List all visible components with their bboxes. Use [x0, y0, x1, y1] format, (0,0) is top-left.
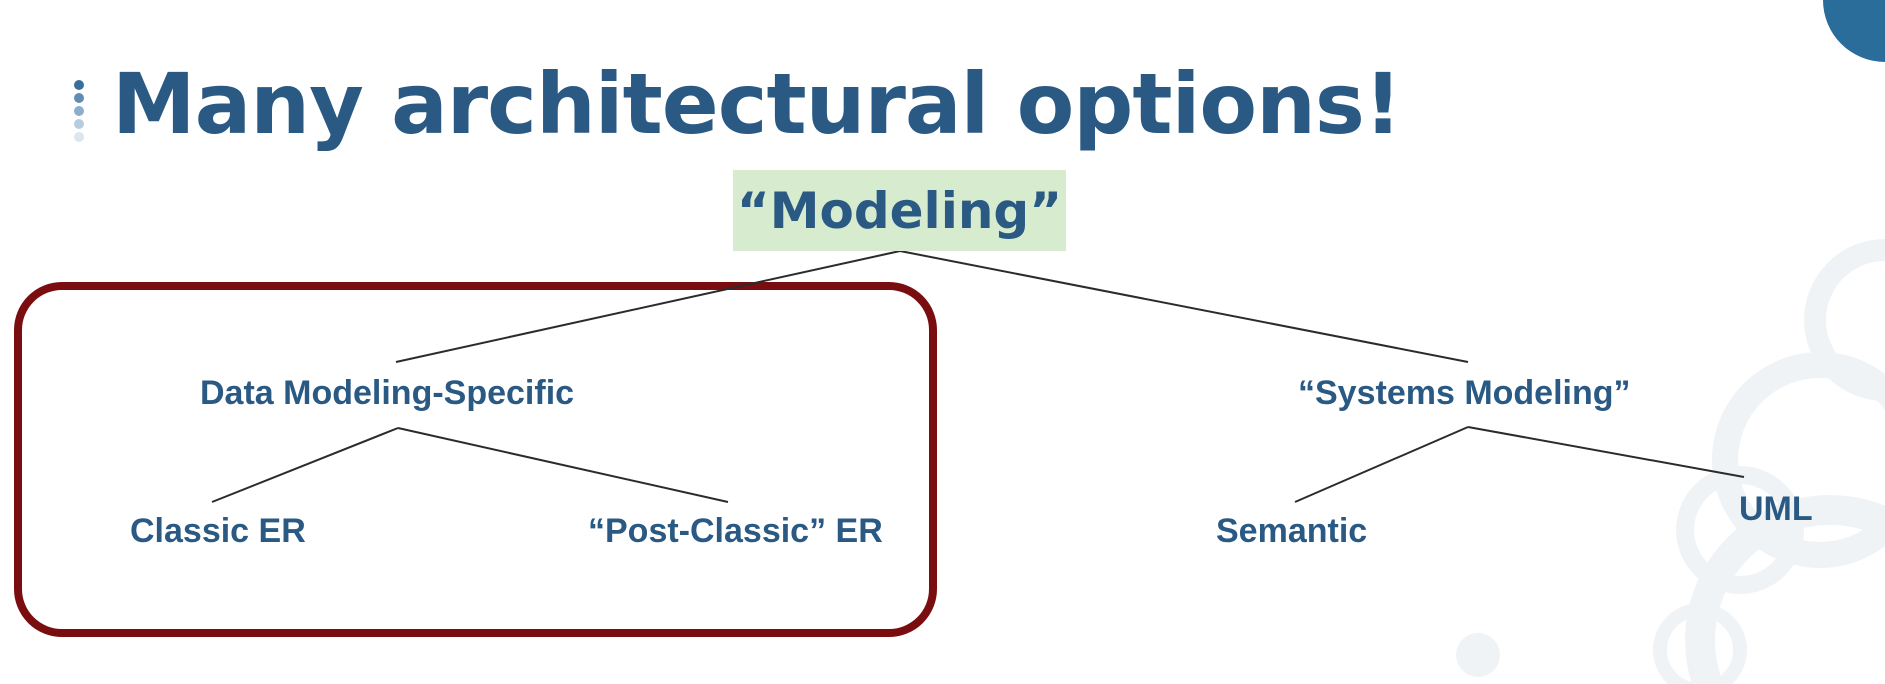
node-uml: UML [1739, 490, 1813, 528]
node-post-classic-er: “Post-Classic” ER [588, 512, 883, 550]
root-node-label: “Modeling” [736, 181, 1063, 240]
edge-left-postclassic [398, 428, 728, 502]
root-node-modeling [733, 170, 1066, 251]
edge-left-classic [212, 428, 398, 502]
edge-root-right [900, 251, 1468, 362]
highlight-frame [18, 286, 933, 633]
edge-right-semantic [1295, 427, 1468, 502]
edge-root-left [396, 251, 900, 362]
node-systems-modeling: “Systems Modeling” [1298, 374, 1631, 412]
node-classic-er: Classic ER [130, 512, 306, 550]
slide-title: Many architectural options! [112, 55, 1402, 153]
edge-right-uml [1468, 427, 1744, 477]
node-semantic: Semantic [1216, 512, 1368, 550]
node-data-modeling-specific: Data Modeling-Specific [200, 374, 575, 412]
